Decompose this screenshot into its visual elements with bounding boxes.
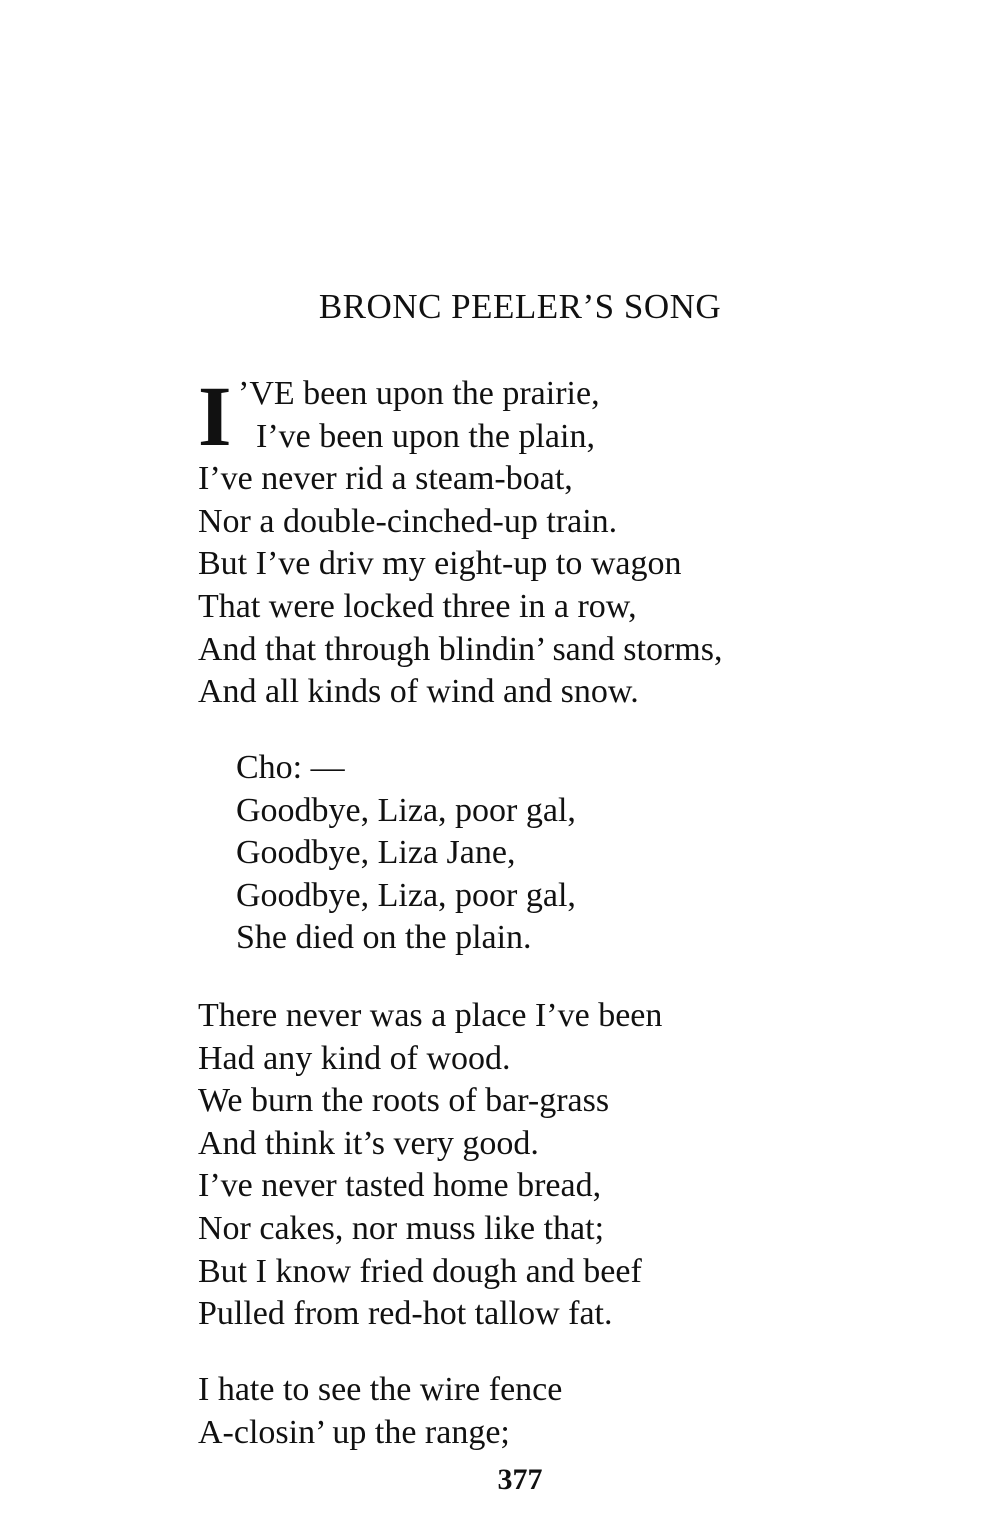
- poem-title: BRONC PEELER’S SONG: [318, 287, 722, 326]
- poem-line: And that through blindin’ sand storms,: [198, 630, 723, 668]
- poem-line: We burn the roots of bar-grass: [198, 1082, 610, 1120]
- stanza-1: [198, 368, 723, 714]
- poem-line: A-closin’ up the range;: [198, 1413, 510, 1451]
- poem-line: Nor cakes, nor muss like that;: [198, 1209, 605, 1247]
- chorus-stanza: [236, 747, 576, 960]
- stanza-4: [198, 1369, 562, 1454]
- stanza-3: [198, 995, 662, 1336]
- poem-line-text: ’VE been upon the prairie,: [238, 375, 600, 412]
- poem-line: I’ve been upon the plain,: [256, 417, 595, 455]
- poem-line: She died on the plain.: [236, 919, 532, 957]
- page-number: 377: [497, 1463, 543, 1496]
- drop-cap: I: [198, 368, 232, 464]
- poem-line: But I’ve driv my eight-up to wagon: [198, 545, 682, 583]
- poem-line: I’ve never tasted home bread,: [198, 1167, 602, 1205]
- poem-line: Pulled from red-hot tallow fat.: [198, 1295, 613, 1333]
- chorus-label: Cho: —: [236, 749, 345, 786]
- poem-line: Goodbye, Liza, poor gal,: [236, 876, 576, 914]
- poem-line: I’ve never rid a steam-boat,: [198, 460, 573, 498]
- poem-line: Had any kind of wood.: [198, 1039, 511, 1077]
- poem-line: That were locked three in a row,: [198, 587, 637, 625]
- poem-line: But I know fried dough and beef: [198, 1252, 642, 1290]
- poem-line: And think it’s very good.: [198, 1124, 539, 1162]
- poem-line: Goodbye, Liza Jane,: [236, 834, 516, 872]
- poem-line: I hate to see the wire fence: [198, 1371, 563, 1408]
- poem-line: There never was a place I’ve been: [198, 997, 663, 1034]
- poem-line: Nor a double-cinched-up train.: [198, 502, 618, 540]
- poem-line: And all kinds of wind and snow.: [198, 673, 639, 711]
- poem-line: Goodbye, Liza, poor gal,: [236, 791, 576, 829]
